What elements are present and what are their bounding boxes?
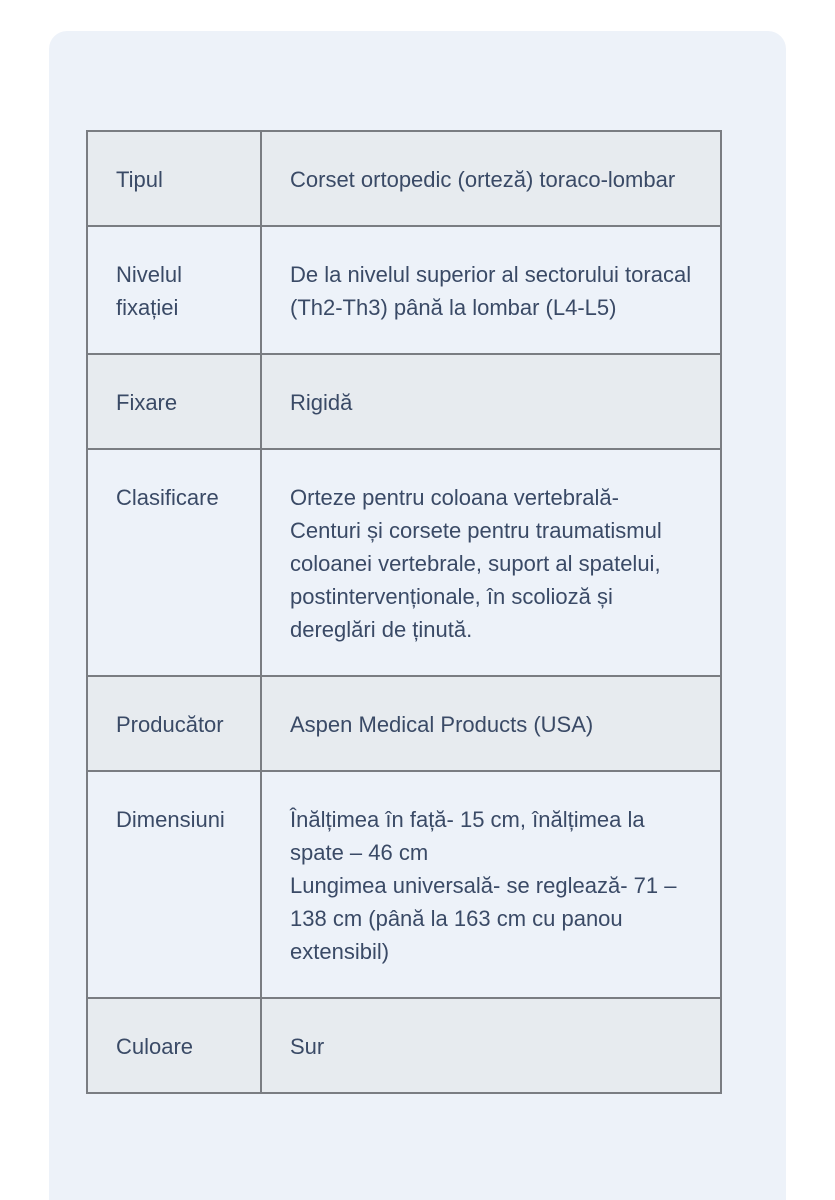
table-row-clasificare [87, 449, 721, 676]
row-value: Aspen Medical Products (USA) [261, 676, 721, 771]
row-label: Culoare [87, 998, 261, 1093]
table-row-culoare [87, 998, 721, 1093]
row-label: Clasificare [87, 449, 261, 676]
product-spec-table [86, 130, 722, 1094]
table-row-fixare [87, 354, 721, 449]
row-value: De la nivelul superior al sectorului toracal (Th2-Th3) până la lombar (L4-L5) [261, 226, 721, 354]
table-row-dimensiuni [87, 771, 721, 998]
row-label: Nivelul fixației [87, 226, 261, 354]
row-value: Rigidă [261, 354, 721, 449]
row-label: Tipul [87, 131, 261, 226]
row-value: Corset ortopedic (orteză) toraco-lombar [261, 131, 721, 226]
row-value: Înălțimea în față- 15 cm, înălțimea la spate – 46 cm Lungimea universală- se reglează- 71 – 138 cm (până la 163 cm cu panou extensibil) [261, 771, 721, 998]
row-value: Sur [261, 998, 721, 1093]
row-value: Orteze pentru coloana vertebrală- Centuri și corsete pentru traumatismul coloanei vertebrale, suport al spatelui, postintervenționale, în scolioză și dereglări de ținută. [261, 449, 721, 676]
table-row-nivelul-fixatiei [87, 226, 721, 354]
row-label: Dimensiuni [87, 771, 261, 998]
row-label: Producător [87, 676, 261, 771]
table-row-producator [87, 676, 721, 771]
row-label: Fixare [87, 354, 261, 449]
table-row-tipul [87, 131, 721, 226]
